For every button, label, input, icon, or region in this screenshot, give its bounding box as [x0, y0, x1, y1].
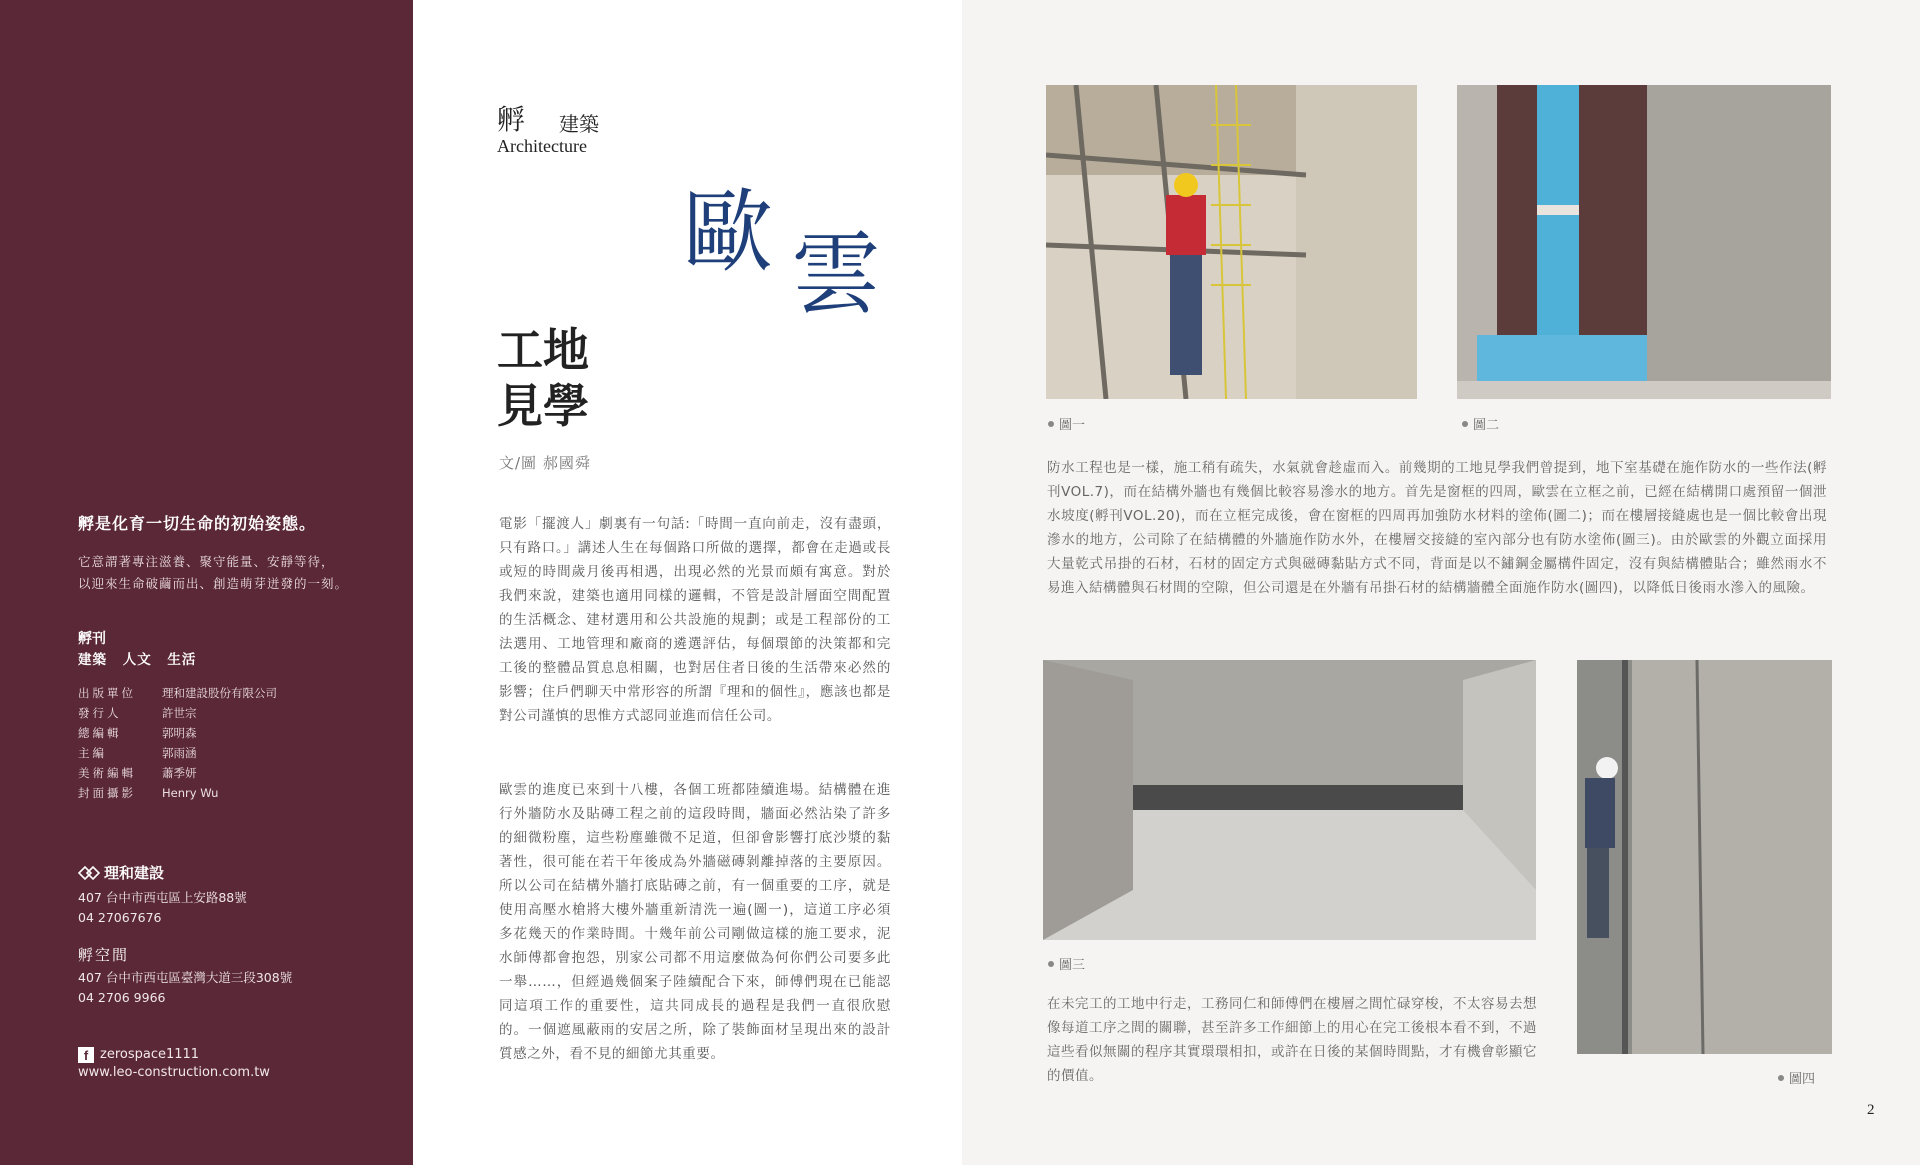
- bullet-dot: [1778, 1075, 1784, 1081]
- facebook-icon: f: [78, 1047, 94, 1063]
- article-title: [497, 322, 589, 434]
- space-name: 孵空間: [78, 946, 130, 964]
- magazine-name: 孵刊: [78, 631, 106, 647]
- figure-caption: [1048, 954, 1085, 973]
- credit-name: 理和建設股份有限公司: [162, 686, 277, 700]
- credit-row: [78, 763, 277, 783]
- section-mark: 孵: [497, 103, 526, 136]
- company-logo: [78, 862, 164, 883]
- credit-row: [78, 703, 277, 723]
- credit-name: 許世宗: [162, 706, 197, 720]
- title-line: 工地: [497, 323, 589, 377]
- caption-label: 圖三: [1059, 958, 1086, 973]
- project-name-char: 雲: [791, 222, 881, 327]
- figure-caption: [1778, 1068, 1815, 1087]
- credit-row: [78, 743, 277, 763]
- company-contact: [78, 888, 247, 928]
- credit-row: [78, 783, 277, 803]
- space-contact: [78, 968, 292, 1008]
- credit-role: 總編輯: [78, 726, 122, 740]
- credit-row: [78, 683, 277, 703]
- page-number: 2: [1867, 1102, 1875, 1118]
- credit-name: 郭明森: [162, 726, 197, 740]
- website-link[interactable]: www.leo-construction.com.tw: [78, 1065, 270, 1080]
- description-line: 以迎來生命破繭而出、創造萌芽迸發的一刻。: [78, 576, 349, 591]
- company-address: 407 台中市西屯區上安路88號: [78, 890, 247, 905]
- photo-worker-washing-facade: [1046, 85, 1417, 399]
- credit-role: 發行人: [78, 706, 122, 720]
- photo-worker-exterior-wall: [1577, 660, 1832, 1054]
- credit-row: [78, 723, 277, 743]
- credit-role: 出版單位: [78, 686, 136, 700]
- credits-list: [78, 683, 277, 803]
- figure-caption: [1048, 414, 1085, 433]
- bullet-dot: [1048, 421, 1054, 427]
- space-phone: 04 2706 9966: [78, 990, 166, 1005]
- company-logo-icon: [78, 866, 100, 880]
- photo-interior-floor-waterproofing: [1043, 660, 1536, 940]
- tagline: 孵是化育一切生命的初始姿態。: [78, 514, 317, 533]
- section-title-en: Architecture: [497, 136, 587, 156]
- space-address: 407 台中市西屯區臺灣大道三段308號: [78, 970, 293, 985]
- sidebar-description: [78, 551, 348, 595]
- credit-role: 美術編輯: [78, 766, 136, 780]
- body-paragraph: 電影「擺渡人」劇裏有一句話:「時間一直向前走，沒有盡頭，只有路口。」講述人生在每個路口所做的選擇，都會在走過或長或短的時間歲月後再相遇，出現必然的光景而頗有寓意。對於我們來說，建築也適用同樣的邏輯，不管是設計層面空間配置的生活概念、建材選用和公共設施的規劃；或是工程部份的工法選用、工地管理和廠商的遴選評估，每個環節的決策都和完工後的整體品質息息相關，也對居住者日後的生活帶來必然的影響；住戶們聊天中常形容的所謂『理和的個性』，應該也都是對公司謹慎的思惟方式認同並進而信任公司。: [499, 516, 891, 724]
- caption-label: 圖二: [1473, 418, 1500, 433]
- company-name: 理和建設: [104, 864, 165, 882]
- title-line: 見學: [497, 379, 589, 433]
- facebook-link[interactable]: [78, 1046, 270, 1064]
- bullet-dot: [1462, 421, 1468, 427]
- body-paragraph: 歐雲的進度已來到十八樓，各個工班都陸續進場。結構體在進行外牆防水及貼磚工程之前的這段時間，牆面必然沾染了許多的細微粉塵，這些粉塵雖微不足道，但卻會影響打底沙漿的黏著性，很可能在若干年後成為外牆磁磚剝離掉落的主要原因。所以公司在結構外牆打底貼磚之前，有一個重要的工序，就是使用高壓水槍將大樓外牆重新清洗一遍(圖一)，這道工序必須多花幾天的作業時間。十幾年前公司剛做這樣的施工要求，泥水師傅都會抱怨，別家公司都不用這麼做為何你們公司要多此一舉……，但經過幾個案子陸續配合下來，師傅們現在已能認同這項工作的重要性，這共同成長的過程是我們一直很欣慰的。一個遮風蔽雨的安居之所，除了裝飾面材呈現出來的設計質感之外，看不見的細節尤其重要。: [499, 782, 891, 1062]
- caption-label: 圖四: [1789, 1072, 1816, 1087]
- credit-role: 主編: [78, 746, 107, 760]
- section-title-zh: 建築: [559, 112, 599, 136]
- figure-caption: [1462, 414, 1499, 433]
- body-paragraph: 防水工程也是一樣，施工稍有疏失，水氣就會趁虛而入。前幾期的工地見學我們曾提到，地下室基礎在施作防水的一些作法(孵刊VOL.7)，而在結構外牆也有幾個比較容易滲水的地方。首先是窗框的四周，歐雲在立框之前，已經在結構開口處預留一個泄水坡度(孵刊VOL.20)，而在立框完成後，會在窗框的四周再加強防水材料的塗佈(圖二)；而在樓層接縫處也是一個比較會出現滲水的地方，公司除了在結構體的外牆施作防水外，在樓層交接縫的室內部分也有防水塗佈(圖三)。由於歐雲的外觀立面採用大量乾式吊掛的石材，石材的固定方式與磁磚黏貼方式不同，背面是以不鏽鋼金屬構件固定，沒有與結構體貼合；雖然雨水不易進入結構體與石材間的空隙，但公司還是在外牆有吊掛石材的結構牆體全面施作防水(圖四)，以降低日後雨水滲入的風險。: [1047, 460, 1827, 596]
- caption-label: 圖一: [1059, 418, 1086, 433]
- facebook-handle: zerospace1111: [100, 1047, 200, 1062]
- social-links: [78, 1046, 270, 1082]
- body-paragraph: 在未完工的工地中行走，工務同仁和師傅們在樓層之間忙碌穿梭，不太容易去想像每道工序之間的關聯，甚至許多工作細節上的用心在完工後根本看不到，不過這些看似無關的程序其實環環相扣，或許在日後的某個時間點，才有機會彰顯它的價值。: [1047, 996, 1537, 1084]
- company-phone: 04 27067676: [78, 910, 162, 925]
- description-line: 它意謂著專注滋養、聚守能量、安靜等待，: [78, 554, 335, 569]
- sidebar: [0, 0, 413, 1165]
- project-name-char: 歐: [683, 180, 773, 285]
- credit-name: Henry Wu: [162, 786, 219, 800]
- photo-window-frame-waterproofing: [1457, 85, 1831, 399]
- credit-name: 蕭季妍: [162, 766, 197, 780]
- article-column: [413, 0, 962, 1165]
- bullet-dot: [1048, 961, 1054, 967]
- credit-name: 郭雨涵: [162, 746, 197, 760]
- byline: 文/圖 郝國舜: [499, 454, 591, 472]
- magazine-categories: 建築 人文 生活: [78, 652, 197, 668]
- credit-role: 封面攝影: [78, 786, 136, 800]
